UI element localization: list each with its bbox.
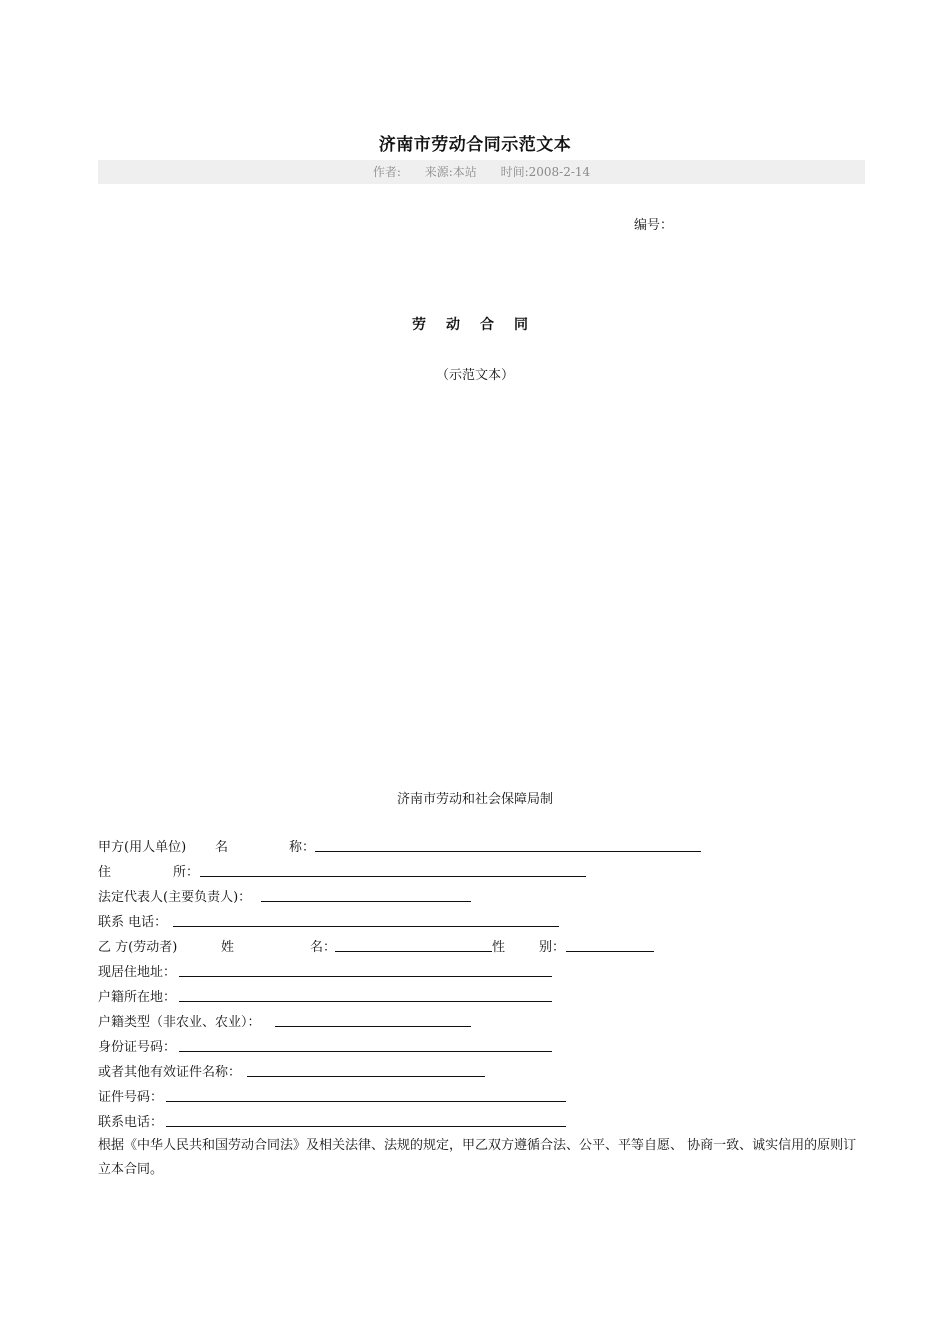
name-label-part1: 名 bbox=[215, 840, 229, 855]
other-id-label: 或者其他有效证件名称： bbox=[98, 1065, 242, 1080]
name-b-label-part1: 姓 bbox=[221, 940, 235, 955]
contract-number-label: 编号： bbox=[634, 218, 674, 233]
phone-a-label: 联系 电话： bbox=[98, 915, 168, 930]
address-label-part2: 所： bbox=[173, 865, 200, 880]
hukou-place-blank[interactable] bbox=[179, 1001, 552, 1002]
party-b-name-blank[interactable] bbox=[335, 951, 492, 952]
legal-rep-blank[interactable] bbox=[261, 901, 471, 902]
name-label-part2: 称： bbox=[289, 840, 316, 855]
name-b-label-part2: 名： bbox=[310, 940, 337, 955]
id-number-label: 身份证号码： bbox=[98, 1040, 177, 1055]
preamble-paragraph: 根据《中华人民共和国劳动合同法》及相关法律、法规的规定，甲乙双方遵循合法、公平、平等自愿、 协商一致、诚实信用的原则订立本合同。 bbox=[98, 1138, 857, 1177]
gender-label-part2: 别： bbox=[539, 940, 566, 955]
cert-number-blank[interactable] bbox=[166, 1101, 566, 1102]
hukou-place-label: 户籍所在地： bbox=[98, 990, 177, 1005]
phone-b-blank[interactable] bbox=[166, 1126, 566, 1127]
address-label-part1: 住 bbox=[98, 865, 112, 880]
residence-blank[interactable] bbox=[179, 976, 552, 977]
legal-rep-label: 法定代表人(主要负责人)： bbox=[98, 890, 252, 905]
contract-subheading: （示范文本） bbox=[435, 368, 514, 383]
phone-a-blank[interactable] bbox=[173, 926, 559, 927]
address-blank[interactable] bbox=[200, 876, 586, 877]
article-meta-bar bbox=[98, 160, 865, 184]
cert-number-label: 证件号码： bbox=[98, 1090, 164, 1105]
meta-time: 时间:2008-2-14 bbox=[500, 165, 591, 179]
party-b-label: 乙 方(劳动者) bbox=[98, 940, 178, 955]
issuer-line: 济南市劳动和社会保障局制 bbox=[396, 792, 553, 807]
party-a-label: 甲方(用人单位) bbox=[98, 840, 187, 855]
gender-label-part1: 性 bbox=[492, 940, 506, 955]
meta-author: 作者: bbox=[372, 165, 401, 179]
meta-source: 来源:本站 bbox=[424, 165, 477, 179]
gender-blank[interactable] bbox=[566, 951, 654, 952]
contract-heading: 劳动合同 bbox=[412, 317, 548, 333]
party-a-name-blank[interactable] bbox=[315, 851, 701, 852]
page-title: 济南市劳动合同示范文本 bbox=[378, 135, 572, 155]
hukou-type-label: 户籍类型（非农业、农业）： bbox=[98, 1015, 261, 1030]
hukou-type-blank[interactable] bbox=[275, 1026, 471, 1027]
id-number-blank[interactable] bbox=[179, 1051, 552, 1052]
residence-label: 现居住地址： bbox=[98, 965, 177, 980]
other-id-blank[interactable] bbox=[247, 1076, 485, 1077]
phone-b-label: 联系电话： bbox=[98, 1115, 164, 1130]
